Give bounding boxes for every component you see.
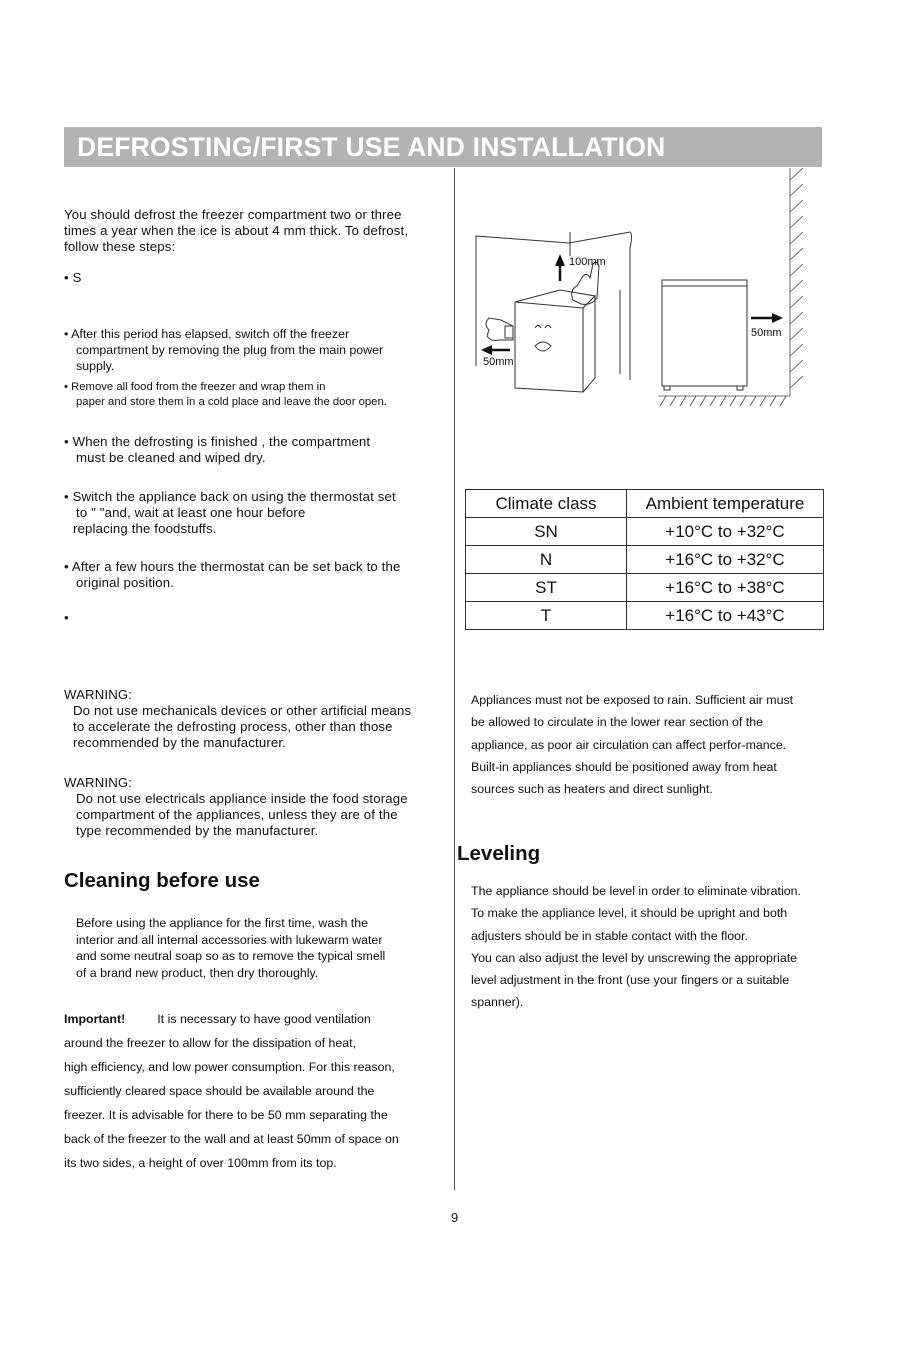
leveling-line: To make the appliance level, it should be upright and both <box>471 906 788 921</box>
section-title: DEFROSTING/FIRST USE AND INSTALLATION <box>77 132 666 162</box>
freezer-side-view <box>662 280 747 390</box>
table-header-cell: Ambient temperature <box>627 490 824 518</box>
back-clearance-label: 50mm <box>751 327 782 339</box>
important-line: It is necessary to have good ventilation <box>157 1012 371 1026</box>
warning-line: type recommended by the manufacturer. <box>76 823 319 838</box>
defrost-intro-line: You should defrost the freezer compartment two or three <box>64 207 402 222</box>
table-header-row <box>466 490 824 518</box>
leveling-line: You can also adjust the level by unscrewing the appropriate <box>471 950 798 965</box>
placement-line: Built-in appliances should be positioned away from heat <box>471 759 777 774</box>
table-row <box>466 602 824 630</box>
leveling-line: level adjustment in the front (use your fingers or a suitable <box>471 973 790 988</box>
important-line: high efficiency, and low power consumption. For this reason, <box>64 1060 395 1074</box>
defrost-step-4 <box>64 434 370 466</box>
defrost-intro-line: follow these steps: <box>64 239 176 254</box>
defrost-step-2 <box>64 326 383 374</box>
important-line: freezer. It is advisable for there to be 50 mm separating the <box>64 1108 388 1122</box>
column-divider <box>454 168 455 1190</box>
important-label: Important! <box>64 1012 126 1026</box>
table-cell: T <box>466 602 627 630</box>
warning-label: WARNING: <box>64 775 133 790</box>
bullet: • <box>64 327 69 341</box>
bullet: • <box>64 381 68 393</box>
table-cell: ST <box>466 574 627 602</box>
cleaning-line: of a brand new product, then dry thoroughly. <box>76 965 319 980</box>
warning-mechanical <box>64 687 411 751</box>
leveling-line: adjusters should be in stable contact with the floor. <box>471 928 748 943</box>
bullet: • <box>64 270 69 285</box>
top-clearance-arrow <box>555 254 565 281</box>
warning-line: recommended by the manufacturer. <box>73 735 286 750</box>
step-text: S <box>72 270 82 285</box>
table-cell: +16°C to +32°C <box>627 546 824 574</box>
important-line: back of the freezer to the wall and at least 50mm of space on <box>64 1132 399 1146</box>
step-text: After this period has elapsed, switch off the freezer <box>71 327 350 341</box>
step-text: After a few hours the thermostat can be set back to the <box>71 559 401 574</box>
cleaning-text <box>76 915 385 981</box>
warning-line: Do not use electricals appliance inside the food storage <box>76 791 408 806</box>
leveling-text <box>471 880 801 1014</box>
side-clearance-label: 50mm <box>483 356 514 368</box>
placement-text <box>471 689 793 800</box>
step-text: Remove all food from the freezer and wrap them in <box>71 381 326 393</box>
freezer-front-view <box>515 290 595 392</box>
table-row <box>466 518 824 546</box>
bullet: • <box>64 434 69 449</box>
defrost-intro-line: times a year when the ice is about 4 mm thick. To defrost, <box>64 223 409 238</box>
cleaning-line: interior and all internal accessories with lukewarm water <box>76 932 383 947</box>
cleaning-line: and some neutral soap so as to remove the typical smell <box>76 949 386 963</box>
empty-bullet: • <box>64 610 69 625</box>
step-text: Switch the appliance back on using the thermostat set <box>72 489 396 504</box>
important-line: sufficiently cleared space should be available around the <box>64 1084 375 1098</box>
step-text: must be cleaned and wiped dry. <box>76 450 266 465</box>
page-number: 9 <box>451 1210 459 1225</box>
table-row <box>466 574 824 602</box>
leveling-line: spanner). <box>471 995 524 1010</box>
cleaning-line: Before using the appliance for the first time, wash the <box>76 916 369 930</box>
step-text: to " "and, wait at least one hour before <box>76 505 306 520</box>
leveling-line: The appliance should be level in order to eliminate vibration. <box>471 884 801 898</box>
table-cell: +16°C to +43°C <box>627 602 824 630</box>
important-line: its two sides, a height of over 100mm from its top. <box>64 1156 337 1170</box>
warning-line: to accelerate the defrosting process, other than those <box>73 719 393 734</box>
top-clearance-label: 100mm <box>569 256 606 268</box>
bullet: • <box>64 559 69 574</box>
bullet: • <box>64 489 69 504</box>
table-header-cell: Climate class <box>466 490 627 518</box>
important-line: around the freezer to allow for the dissipation of heat, <box>64 1036 357 1050</box>
step-text: supply. <box>76 359 115 373</box>
defrost-intro <box>64 207 408 255</box>
defrost-step-6 <box>64 559 400 591</box>
step-text: paper and store them in a cold place and leave the door open. <box>76 396 387 408</box>
climate-class-table <box>465 489 824 630</box>
section-header-banner <box>64 127 822 167</box>
table-row <box>466 546 824 574</box>
step-text: When the defrosting is finished , the compartment <box>72 434 371 449</box>
placement-line: be allowed to circulate in the lower rear section of the <box>471 715 764 730</box>
defrost-step-5 <box>64 489 396 537</box>
placement-line: Appliances must not be exposed to rain. Sufficient air must <box>471 693 794 707</box>
table-cell: +16°C to +38°C <box>627 574 824 602</box>
step-text: compartment by removing the plug from the main power <box>76 343 384 357</box>
clearance-diagram <box>465 168 825 413</box>
side-clearance-arrow <box>481 345 510 355</box>
placement-line: sources such as heaters and direct sunlight. <box>471 782 713 797</box>
wall-hatch <box>658 168 803 406</box>
warning-electrical <box>64 775 408 839</box>
hand-icon-side <box>486 318 513 341</box>
warning-line: Do not use mechanicals devices or other artificial means <box>73 703 412 718</box>
defrost-step-3 <box>64 380 387 410</box>
leveling-heading: Leveling <box>457 842 541 865</box>
back-clearance-arrow <box>751 313 783 323</box>
table-cell: +10°C to +32°C <box>627 518 824 546</box>
step-text: replacing the foodstuffs. <box>73 521 217 536</box>
warning-line: compartment of the appliances, unless they are of the <box>76 807 398 822</box>
placement-line: appliance, as poor air circulation can affect perfor-mance. <box>471 737 787 752</box>
step-text: original position. <box>76 575 175 590</box>
table-cell: N <box>466 546 627 574</box>
table-cell: SN <box>466 518 627 546</box>
important-ventilation <box>64 1007 399 1175</box>
defrost-step-1 <box>64 270 82 286</box>
warning-label: WARNING: <box>64 687 133 702</box>
cleaning-heading: Cleaning before use <box>64 869 260 892</box>
